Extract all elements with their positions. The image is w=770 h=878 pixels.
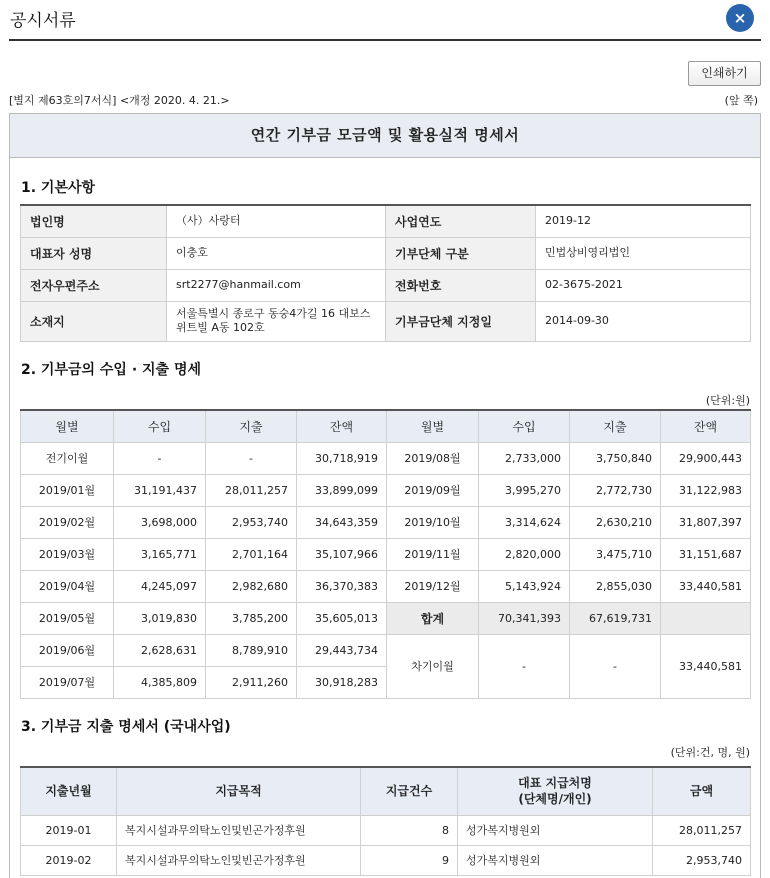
expense-month-cell: 2019-02: [21, 845, 117, 875]
count-cell: 9: [361, 845, 458, 875]
expense-cell: 2,953,740: [206, 506, 297, 538]
income-cell: 2,628,631: [114, 634, 206, 666]
field-value: srt2277@hanmail.com: [167, 269, 386, 301]
table-row: [21, 269, 751, 301]
income-cell: 3,165,771: [114, 538, 206, 570]
column-header: 지급목적: [117, 767, 361, 815]
page-side-label: (앞 쪽): [724, 94, 758, 107]
field-value: 2019-12: [536, 205, 751, 237]
income-cell: -: [114, 442, 206, 474]
balance-cell: 31,122,983: [661, 474, 751, 506]
month-cell: 2019/04월: [21, 570, 114, 602]
close-icon[interactable]: ×: [726, 4, 754, 32]
field-value: （사）사랑터: [167, 205, 386, 237]
month-cell: 2019/06월: [21, 634, 114, 666]
income-cell: 3,314,624: [479, 506, 570, 538]
recipient-cell: 성가복지병원외: [458, 845, 653, 875]
table-row: [21, 474, 751, 506]
table-row: [21, 634, 751, 666]
month-cell: 2019/08월: [387, 442, 479, 474]
income-cell: 4,385,809: [114, 666, 206, 698]
window-title: 공시서류: [10, 11, 76, 31]
carryover-label: 차기이월: [387, 634, 479, 698]
expense-cell: 28,011,257: [206, 474, 297, 506]
balance-cell: 35,605,013: [297, 602, 387, 634]
section1-heading: 1. 기본사항: [21, 180, 96, 196]
expense-cell: 2,982,680: [206, 570, 297, 602]
column-header: 월별: [387, 410, 479, 442]
expense-cell: 3,475,710: [570, 538, 661, 570]
table-row: [21, 538, 751, 570]
income-cell: 2,820,000: [479, 538, 570, 570]
table-row: [21, 442, 751, 474]
balance-cell: 29,443,734: [297, 634, 387, 666]
income-cell: 2,733,000: [479, 442, 570, 474]
income-cell: 3,995,270: [479, 474, 570, 506]
balance-cell: 34,643,359: [297, 506, 387, 538]
column-header: 지출: [570, 410, 661, 442]
count-cell: 8: [361, 815, 458, 845]
expense-cell: 3,785,200: [206, 602, 297, 634]
recipient-cell: 성가복지병원외: [458, 815, 653, 845]
column-header: 월별: [21, 410, 114, 442]
expense-month-cell: 2019-01: [21, 815, 117, 845]
table-row: [21, 602, 751, 634]
balance-cell: 30,718,919: [297, 442, 387, 474]
document-title: 연간 기부금 모금액 및 활용실적 명세서: [10, 114, 760, 158]
field-label: 대표자 성명: [21, 237, 167, 269]
balance-cell: 36,370,383: [297, 570, 387, 602]
form-reference: [별지 제63호의7서식] <개정 2020. 4. 21.>: [9, 94, 230, 107]
income-cell: 4,245,097: [114, 570, 206, 602]
column-header: 지출년월: [21, 767, 117, 815]
income-cell: 3,019,830: [114, 602, 206, 634]
balance-cell: 29,900,443: [661, 442, 751, 474]
month-cell: 2019/09월: [387, 474, 479, 506]
field-value: 이충호: [167, 237, 386, 269]
section3-unit: (단위:건, 명, 원): [670, 746, 750, 759]
total-expense: 67,619,731: [570, 602, 661, 634]
expense-cell: 2,630,210: [570, 506, 661, 538]
month-cell: 2019/12월: [387, 570, 479, 602]
balance-cell: 31,807,397: [661, 506, 751, 538]
carryover-income: -: [479, 634, 570, 698]
table-row: [21, 301, 751, 341]
month-cell: 2019/02월: [21, 506, 114, 538]
total-income: 70,341,393: [479, 602, 570, 634]
column-header: 지출: [206, 410, 297, 442]
carryover-expense: -: [570, 634, 661, 698]
total-label: 합계: [387, 602, 479, 634]
expense-cell: 2,855,030: [570, 570, 661, 602]
amount-cell: 2,953,740: [653, 845, 751, 875]
balance-cell: 31,151,687: [661, 538, 751, 570]
field-label: 기부단체 구분: [386, 237, 536, 269]
table-row: [21, 845, 751, 875]
month-cell: 전기이월: [21, 442, 114, 474]
total-balance: [661, 602, 751, 634]
field-value: 2014-09-30: [536, 301, 751, 341]
income-cell: 5,143,924: [479, 570, 570, 602]
column-header: 잔액: [297, 410, 387, 442]
section3-heading: 3. 기부금 지출 명세서 (국내사업): [21, 719, 231, 735]
expense-cell: -: [206, 442, 297, 474]
column-header: 수입: [114, 410, 206, 442]
purpose-cell: 복지시설과무의탁노인및빈곤가정후원: [117, 845, 361, 875]
field-label: 전화번호: [386, 269, 536, 301]
field-label: 기부금단체 지정일: [386, 301, 536, 341]
expense-cell: 8,789,910: [206, 634, 297, 666]
section2-unit: (단위:원): [705, 394, 750, 407]
column-header: 지급건수: [361, 767, 458, 815]
balance-cell: 33,899,099: [297, 474, 387, 506]
balance-cell: 33,440,581: [661, 570, 751, 602]
field-value: 민법상비영리법인: [536, 237, 751, 269]
expense-detail-table: [20, 766, 751, 876]
table-row: [21, 570, 751, 602]
income-expense-table: [20, 409, 751, 699]
expense-cell: 2,772,730: [570, 474, 661, 506]
column-header: 잔액: [661, 410, 751, 442]
carryover-balance: 33,440,581: [661, 634, 751, 698]
field-label: 전자우편주소: [21, 269, 167, 301]
field-label: 법인명: [21, 205, 167, 237]
expense-cell: 3,750,840: [570, 442, 661, 474]
window-header: [9, 0, 761, 41]
month-cell: 2019/05월: [21, 602, 114, 634]
field-label: 소재지: [21, 301, 167, 341]
field-value: 02-3675-2021: [536, 269, 751, 301]
purpose-cell: 복지시설과무의탁노인및빈곤가정후원: [117, 815, 361, 845]
balance-cell: 35,107,966: [297, 538, 387, 570]
section2-heading: 2. 기부금의 수입 · 지출 명세: [21, 362, 201, 378]
field-value: 서울특별시 종로구 동숭4가길 16 대보스위트빌 A동 102호: [167, 301, 386, 341]
field-label: 사업연도: [386, 205, 536, 237]
income-cell: 31,191,437: [114, 474, 206, 506]
expense-cell: 2,911,260: [206, 666, 297, 698]
column-header: 금액: [653, 767, 751, 815]
balance-cell: 30,918,283: [297, 666, 387, 698]
amount-cell: 28,011,257: [653, 815, 751, 845]
month-cell: 2019/11월: [387, 538, 479, 570]
column-header: 대표 지급처명 (단체명/개인): [458, 767, 653, 815]
income-cell: 3,698,000: [114, 506, 206, 538]
month-cell: 2019/10월: [387, 506, 479, 538]
month-cell: 2019/01월: [21, 474, 114, 506]
expense-cell: 2,701,164: [206, 538, 297, 570]
month-cell: 2019/07월: [21, 666, 114, 698]
table-row: [21, 237, 751, 269]
column-header: 수입: [479, 410, 570, 442]
document-frame: [9, 113, 761, 878]
basic-info-table: [20, 204, 751, 342]
print-button[interactable]: 인쇄하기: [688, 61, 761, 86]
month-cell: 2019/03월: [21, 538, 114, 570]
table-row: [21, 815, 751, 845]
table-row: [21, 506, 751, 538]
table-row: [21, 205, 751, 237]
